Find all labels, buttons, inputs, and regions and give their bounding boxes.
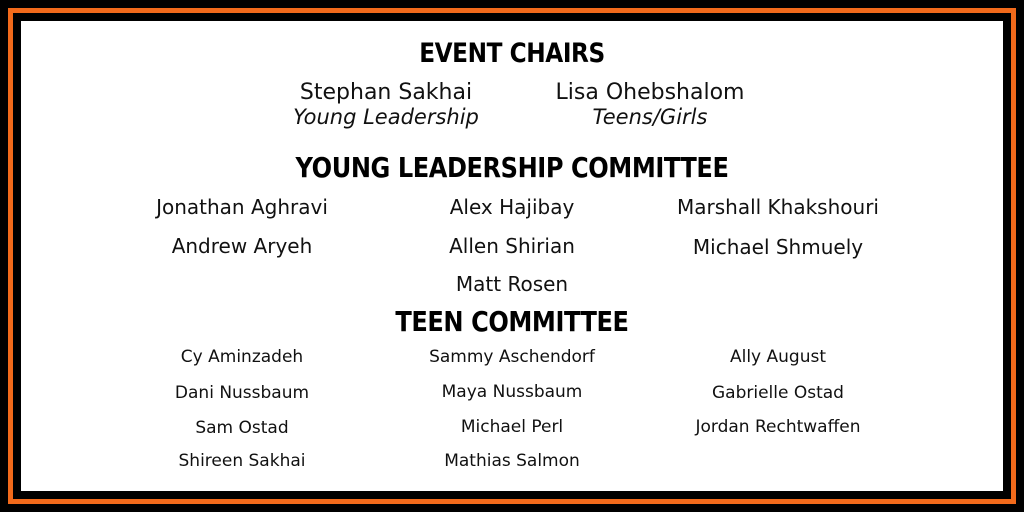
teen-member: Maya Nussbaum bbox=[441, 382, 583, 402]
teen-member: Cy Aminzadeh bbox=[180, 347, 304, 367]
committee-member: Matt Rosen bbox=[455, 272, 569, 296]
teen-member: Gabrielle Ostad bbox=[712, 383, 844, 403]
chair-role: Young Leadership bbox=[293, 105, 479, 129]
committee-member: Andrew Aryeh bbox=[171, 234, 313, 258]
teen-member: Mathias Salmon bbox=[444, 451, 580, 471]
committee-member: Jonathan Aghravi bbox=[156, 195, 328, 219]
committee-member: Marshall Khakshouri bbox=[677, 195, 879, 219]
teen-member: Shireen Sakhai bbox=[178, 451, 306, 471]
committee-member: Alex Hajibay bbox=[449, 195, 575, 219]
teen-member: Jordan Rechtwaffen bbox=[695, 417, 861, 437]
committee-member: Allen Shirian bbox=[449, 234, 575, 258]
event-chairs-heading: EVENT CHAIRS bbox=[419, 38, 605, 69]
young-leadership-heading: YOUNG LEADERSHIP COMMITTEE bbox=[295, 151, 729, 184]
chair-name: Stephan Sakhai bbox=[299, 80, 473, 105]
teen-member: Michael Perl bbox=[460, 417, 564, 437]
chair-role: Teens/Girls bbox=[592, 105, 708, 129]
committee-member: Michael Shmuely bbox=[692, 235, 864, 259]
teen-member: Sammy Aschendorf bbox=[429, 347, 595, 367]
teen-member: Ally August bbox=[729, 347, 827, 367]
chair-name: Lisa Ohebshalom bbox=[555, 80, 745, 105]
teen-member: Sam Ostad bbox=[195, 418, 289, 438]
teen-member: Dani Nussbaum bbox=[174, 383, 310, 403]
teen-committee-heading: TEEN COMMITTEE bbox=[395, 305, 629, 338]
